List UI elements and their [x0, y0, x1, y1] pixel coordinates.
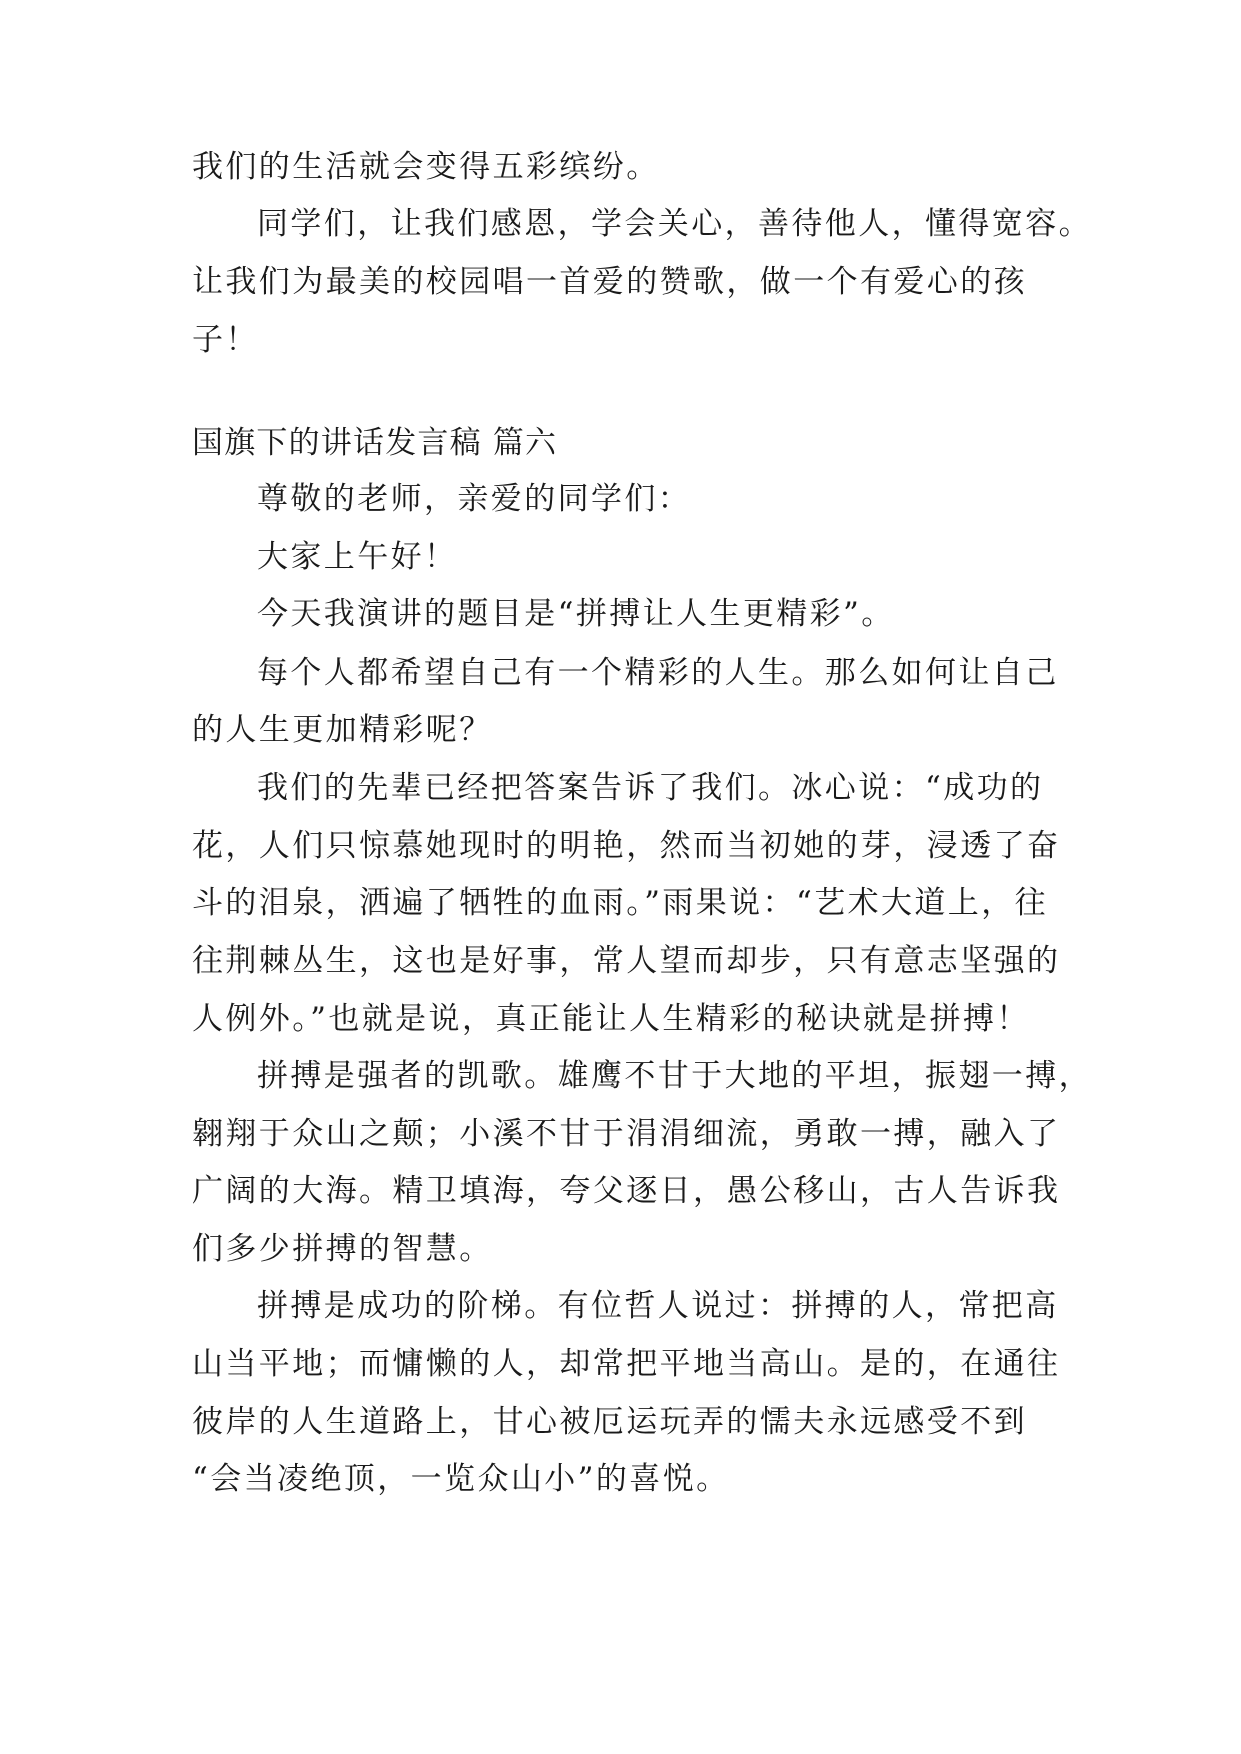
paragraph-line: 同学们，让我们感恩，学会关心，善待他人，懂得宽容。 [257, 206, 1092, 242]
paragraph-line: “会当凌绝顶，一览众山小”的喜悦。 [192, 1461, 730, 1497]
greeting-line: 尊敬的老师，亲爱的同学们： [257, 481, 692, 517]
paragraph-line: 拼搏是成功的阶梯。有位哲人说过：拼搏的人，常把高 [257, 1288, 1059, 1324]
paragraph-line: 让我们为最美的校园唱一首爱的赞歌，做一个有爱心的孩 [192, 264, 1027, 300]
paragraph-line: 彼岸的人生道路上，甘心被厄运玩弄的懦夫永远感受不到 [192, 1404, 1027, 1440]
paragraph-line: 翱翔于众山之颠；小溪不甘于涓涓细流，勇敢一搏，融入了 [192, 1116, 1061, 1152]
paragraph-line: 今天我演讲的题目是“拼搏让人生更精彩”。 [257, 596, 895, 632]
paragraph-line: 人例外。”也就是说，真正能让人生精彩的秘诀就是拼搏！ [192, 1001, 1030, 1037]
paragraph-line: 的人生更加精彩呢？ [192, 712, 493, 748]
section-heading: 国旗下的讲话发言稿 篇六 [192, 425, 558, 461]
paragraph-line: 子！ [192, 322, 259, 358]
paragraph-line: 往荆棘丛生，这也是好事，常人望而却步，只有意志坚强的 [192, 943, 1061, 979]
paragraph-line: 斗的泪泉，洒遍了牺牲的血雨。”雨果说：“艺术大道上，往 [192, 885, 1048, 921]
paragraph-line: 每个人都希望自己有一个精彩的人生。那么如何让自己 [257, 655, 1059, 691]
paragraph-line: 我们的生活就会变得五彩缤纷。 [192, 149, 660, 185]
paragraph-line: 广阔的大海。精卫填海，夸父逐日，愚公移山，古人告诉我 [192, 1173, 1061, 1209]
paragraph-line: 我们的先辈已经把答案告诉了我们。冰心说：“成功的 [257, 770, 1044, 806]
paragraph-line: 们多少拼搏的智慧。 [192, 1231, 493, 1267]
paragraph-line: 拼搏是强者的凯歌。雄鹰不甘于大地的平坦，振翅一搏， [257, 1058, 1092, 1094]
paragraph-line: 花，人们只惊慕她现时的明艳，然而当初她的芽，浸透了奋 [192, 828, 1061, 864]
paragraph-line: 大家上午好！ [257, 539, 458, 575]
paragraph-line: 山当平地；而慵懒的人，却常把平地当高山。是的，在通往 [192, 1346, 1061, 1382]
